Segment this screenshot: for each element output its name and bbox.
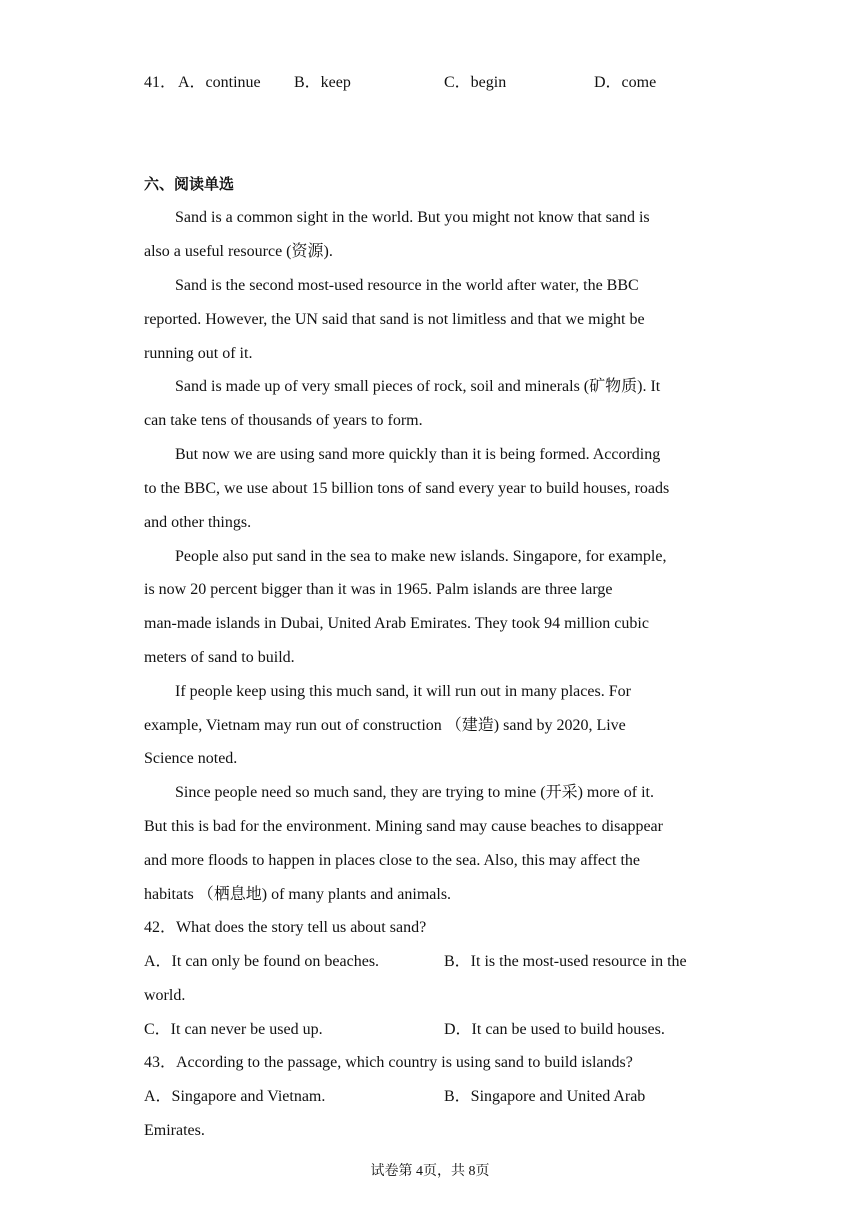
section-title: 六、阅读单选	[144, 175, 235, 193]
passage-line: also a useful resource (资源).	[144, 243, 333, 260]
passage-line: and other things.	[144, 514, 252, 531]
option-43-b-continued: Emirates.	[144, 1122, 205, 1139]
passage-line: is now 20 percent bigger than it was in 1965. Palm islands are three large	[144, 581, 613, 598]
question-41-number: 41．	[144, 74, 177, 91]
passage-line: Since people need so much sand, they are trying to mine (开采) more of it.	[175, 784, 654, 801]
question-42-stem: 42．What does the story tell us about sand?	[144, 919, 427, 936]
passage-line: meters of sand to build.	[144, 649, 295, 666]
option-43-b: B．Singapore and United Arab	[444, 1088, 646, 1105]
passage-line: But now we are using sand more quickly than it is being formed. According	[175, 446, 661, 463]
option-42-a: A．It can only be found on beaches.	[144, 953, 380, 970]
passage-line: can take tens of thousands of years to form.	[144, 412, 423, 429]
passage-line: Sand is a common sight in the world. But you might not know that sand is	[175, 209, 650, 226]
passage-line: People also put sand in the sea to make new islands. Singapore, for example,	[175, 548, 667, 565]
option-41-a: A．continue	[178, 74, 261, 91]
option-42-b-continued: world.	[144, 987, 186, 1004]
passage-line: man-made islands in Dubai, United Arab Emirates. They took 94 million cubic	[144, 615, 649, 632]
option-42-d: D．It can be used to build houses.	[444, 1021, 665, 1038]
passage-line: Sand is the second most-used resource in the world after water, the BBC	[175, 277, 639, 294]
passage-line: example, Vietnam may run out of construction （建造) sand by 2020, Live	[144, 717, 626, 734]
passage-line: running out of it.	[144, 345, 253, 362]
option-42-c: C．It can never be used up.	[144, 1021, 323, 1038]
passage-line: reported. However, the UN said that sand is not limitless and that we might be	[144, 311, 645, 328]
page-footer: 试卷第 4页，共 8页	[370, 1164, 490, 1179]
option-43-a: A．Singapore and Vietnam.	[144, 1088, 326, 1105]
passage-line: Science noted.	[144, 750, 238, 767]
passage-line: Sand is made up of very small pieces of rock, soil and minerals (矿物质). It	[175, 378, 661, 395]
passage-line: If people keep using this much sand, it will run out in many places. For	[175, 683, 631, 700]
passage-line: habitats （栖息地) of many plants and animals.	[144, 886, 452, 903]
option-41-d: D．come	[594, 74, 657, 91]
option-42-b: B．It is the most-used resource in the	[444, 953, 687, 970]
passage-line: to the BBC, we use about 15 billion tons of sand every year to build houses, roads	[144, 480, 670, 497]
option-41-c: C．begin	[444, 74, 507, 91]
option-41-b: B．keep	[294, 74, 351, 91]
passage-line: and more floods to happen in places close to the sea. Also, this may affect the	[144, 852, 641, 869]
passage-line: But this is bad for the environment. Mining sand may cause beaches to disappear	[144, 818, 663, 835]
question-43-stem: 43．According to the passage, which country is using sand to build islands?	[144, 1054, 633, 1071]
